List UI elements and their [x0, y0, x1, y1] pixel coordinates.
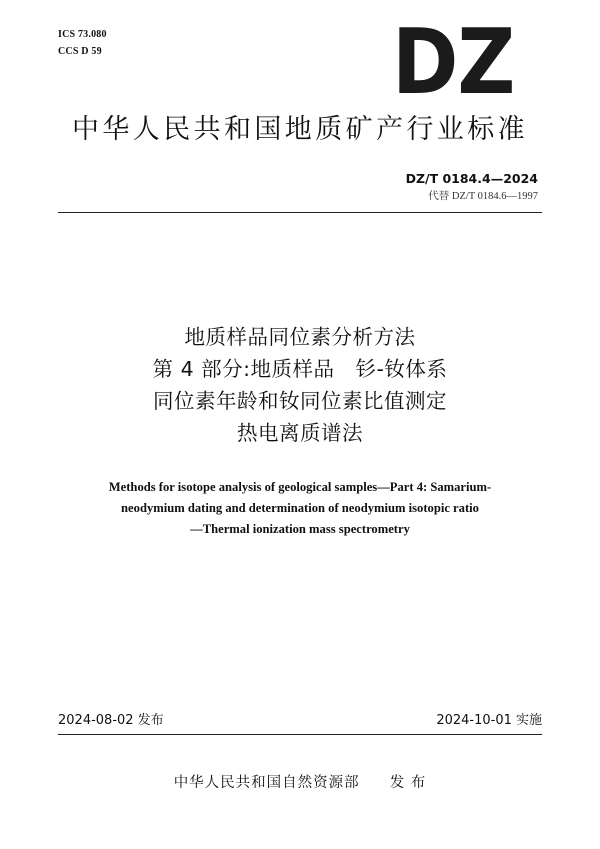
- publisher-line: [0, 773, 600, 793]
- chinese-title: [0, 321, 600, 449]
- english-title-line-3: —Thermal ionization mass spectrometry: [190, 522, 410, 536]
- bottom-divider: [58, 734, 542, 735]
- publisher-action: 发 布: [389, 775, 427, 791]
- english-title: [50, 477, 550, 540]
- chinese-title-line-1: 地质样品同位素分析方法: [184, 325, 416, 349]
- chinese-title-line-4: 热电离质谱法: [237, 421, 363, 445]
- ccs-code: CCS D 59: [58, 46, 102, 57]
- standard-code: DZ/T 0184.4—2024: [405, 171, 538, 186]
- top-divider: [58, 212, 542, 213]
- issuer-title: 中华人民共和国地质矿产行业标准: [72, 114, 528, 145]
- replaces-standard: 代替 DZ/T 0184.6—1997: [428, 191, 538, 202]
- publisher-name: 中华人民共和国自然资源部: [173, 775, 360, 791]
- english-title-line-1: Methods for isotope analysis of geological samples—Part 4: Samarium-: [108, 480, 492, 494]
- dz-logo: DZ: [392, 10, 515, 115]
- classification-codes: [58, 26, 107, 60]
- english-title-line-2: neodymium dating and determination of neodymium isotopic ratio: [121, 501, 479, 515]
- implementation-date: 2024-10-01 实施: [436, 713, 542, 728]
- issue-date: 2024-08-02 发布: [58, 713, 164, 728]
- chinese-title-line-3: 同位素年龄和钕同位素比值测定: [153, 389, 447, 413]
- ics-code: ICS 73.080: [58, 29, 107, 40]
- chinese-title-line-2: 第 4 部分:地质样品 钐-钕体系: [152, 357, 448, 381]
- date-row: [58, 712, 542, 730]
